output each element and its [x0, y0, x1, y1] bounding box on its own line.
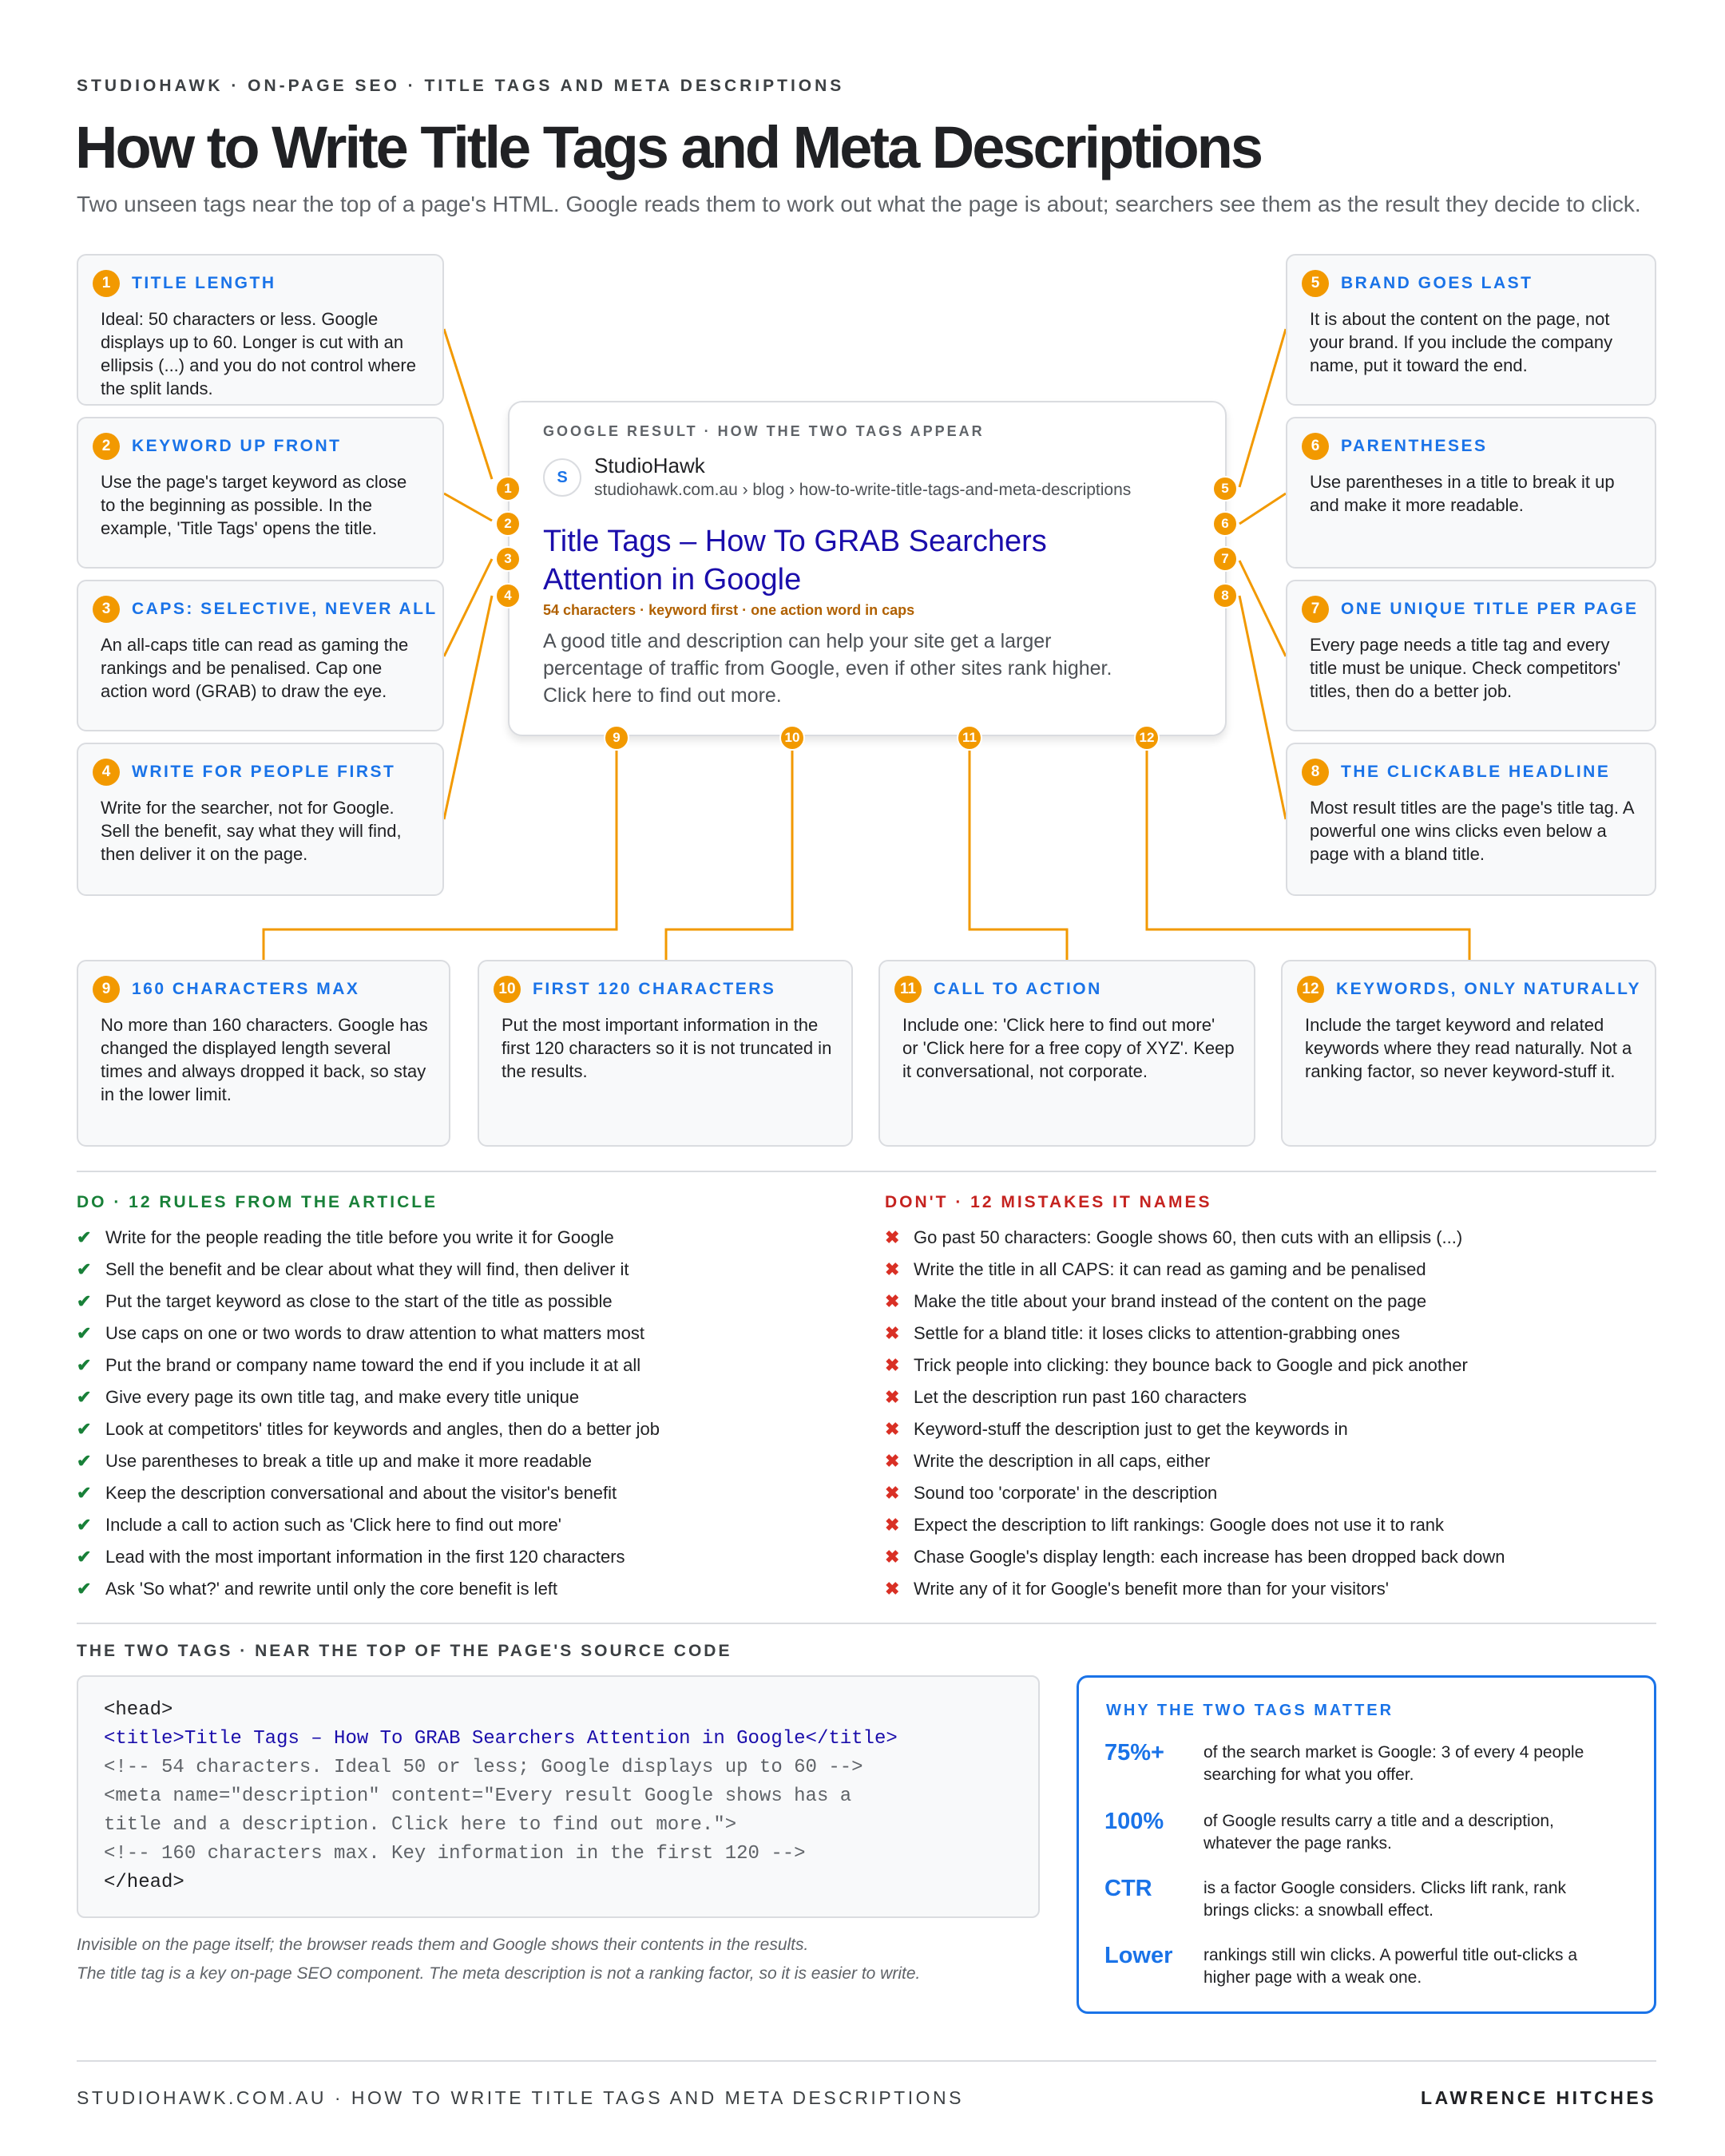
do-heading: DO · 12 RULES FROM THE ARTICLE	[77, 1193, 438, 1211]
card-title: CAPS: SELECTIVE, NEVER ALL	[132, 600, 438, 618]
why-heading: WHY THE TWO TAGS MATTER	[1106, 1702, 1394, 1719]
check-icon: ✔	[77, 1419, 92, 1439]
cross-icon: ✖	[885, 1579, 900, 1599]
do-item	[77, 1349, 660, 1381]
code-line-meta: <meta name="description" content="Every result Google shows has a	[104, 1785, 852, 1807]
dont-item	[885, 1509, 1505, 1541]
dont-item-text: Make the title about your brand instead of the content on the page	[914, 1291, 1427, 1311]
cross-icon: ✖	[885, 1451, 900, 1471]
page-title: How to Write Title Tags and Meta Descriptions	[75, 114, 1262, 180]
card-body: It is about the content on the page, not your brand. If you include the company name, put it toward the end.	[1310, 309, 1613, 375]
code-line: <head>	[104, 1699, 173, 1721]
connector-6	[1239, 493, 1286, 524]
check-icon: ✔	[77, 1259, 92, 1279]
serp-note: 54 characters · keyword first · one action word in caps	[543, 602, 915, 618]
dont-item-text: Settle for a bland title: it loses clicks to attention-grabbing ones	[914, 1323, 1401, 1343]
check-icon: ✔	[77, 1451, 92, 1471]
check-icon: ✔	[77, 1355, 92, 1375]
check-icon: ✔	[77, 1483, 92, 1503]
pin-11: 11	[957, 725, 982, 751]
card-clickable-headline	[1286, 743, 1656, 896]
source-code-block	[77, 1675, 1040, 1918]
dont-item	[885, 1541, 1505, 1573]
stat-value: Lower	[1104, 1943, 1173, 1968]
dont-item	[885, 1477, 1505, 1509]
card-brand-goes-last	[1286, 254, 1656, 406]
check-icon: ✔	[77, 1227, 92, 1247]
card-title: CALL TO ACTION	[934, 980, 1102, 998]
cross-icon: ✖	[885, 1323, 900, 1343]
connector-4	[444, 596, 492, 819]
cross-icon: ✖	[885, 1515, 900, 1535]
card-write-for-people	[77, 743, 444, 896]
do-list	[77, 1222, 660, 1605]
card-number: 2	[93, 433, 120, 460]
do-item-text: Put the brand or company name toward the end if you include it at all	[105, 1355, 641, 1375]
dont-item	[885, 1254, 1505, 1286]
dont-item	[885, 1381, 1505, 1413]
card-body: An all-caps title can read as gaming the rankings and be penalised. Cap one action word (GRAB) to draw the eye.	[101, 635, 409, 701]
dont-item-text: Write the title in all CAPS: it can read as gaming and be penalised	[914, 1259, 1426, 1279]
pin-8: 8	[1212, 583, 1238, 608]
pin-7: 7	[1212, 546, 1238, 572]
card-title: BRAND GOES LAST	[1341, 274, 1533, 292]
cross-icon: ✖	[885, 1355, 900, 1375]
check-icon: ✔	[77, 1515, 92, 1535]
card-title-length	[77, 254, 444, 406]
stat-text: rankings still win clicks. A powerful title out-clicks a higher page with a weak one.	[1204, 1946, 1577, 1987]
cross-icon: ✖	[885, 1419, 900, 1439]
dont-item-text: Sound too 'corporate' in the description	[914, 1483, 1218, 1503]
card-160-characters	[77, 960, 450, 1147]
card-number: 6	[1302, 433, 1329, 460]
cross-icon: ✖	[885, 1227, 900, 1247]
dont-item-text: Write any of it for Google's benefit more than for your visitors'	[914, 1579, 1389, 1599]
connector-11	[970, 751, 1067, 960]
do-item-text: Look at competitors' titles for keywords and angles, then do a better job	[105, 1419, 660, 1439]
dont-item	[885, 1349, 1505, 1381]
do-item-text: Sell the benefit and be clear about what they will find, then deliver it	[105, 1259, 629, 1279]
dont-item	[885, 1445, 1505, 1477]
dont-list	[885, 1222, 1505, 1605]
do-item	[77, 1509, 660, 1541]
do-item	[77, 1541, 660, 1573]
do-item-text: Lead with the most important information in the first 120 characters	[105, 1547, 625, 1567]
cross-icon: ✖	[885, 1259, 900, 1279]
check-icon: ✔	[77, 1291, 92, 1311]
card-number: 4	[93, 759, 120, 786]
pin-12: 12	[1134, 725, 1160, 751]
check-icon: ✔	[77, 1387, 92, 1407]
connector-10	[666, 751, 792, 960]
serp-description: A good title and description can help your site get a larger percentage of traffic from Google, even if other sites rank higher. Click here to find out more.	[543, 630, 1112, 707]
card-number: 10	[494, 976, 521, 1003]
card-unique-title	[1286, 580, 1656, 731]
section-divider	[77, 1171, 1656, 1172]
serp-site-name: StudioHawk	[594, 454, 705, 478]
card-body: Every page needs a title tag and every title must be unique. Check competitors' titles, then do a better job.	[1310, 635, 1621, 701]
pin-2: 2	[495, 511, 521, 537]
card-number: 3	[93, 596, 120, 623]
dont-item-text: Trick people into clicking: they bounce back to Google and pick another	[914, 1355, 1468, 1375]
why-tags-matter-box	[1077, 1675, 1656, 2014]
card-call-to-action	[878, 960, 1255, 1147]
do-item-text: Give every page its own title tag, and make every title unique	[105, 1387, 580, 1407]
section-divider	[77, 1623, 1656, 1624]
cross-icon: ✖	[885, 1387, 900, 1407]
card-title: KEYWORDS, ONLY NATURALLY	[1336, 980, 1642, 998]
dont-item	[885, 1573, 1505, 1605]
do-item	[77, 1222, 660, 1254]
card-title: KEYWORD UP FRONT	[132, 437, 342, 455]
card-caps	[77, 580, 444, 731]
cross-icon: ✖	[885, 1483, 900, 1503]
footer-divider	[77, 2060, 1656, 2062]
dont-item-text: Chase Google's display length: each increase has been dropped back down	[914, 1547, 1505, 1567]
stat-text: of the search market is Google: 3 of every 4 people searching for what you offer.	[1204, 1743, 1584, 1784]
check-icon: ✔	[77, 1323, 92, 1343]
pin-3: 3	[495, 546, 521, 572]
serp-label: GOOGLE RESULT · HOW THE TWO TAGS APPEAR	[543, 423, 985, 439]
do-item-text: Ask 'So what?' and rewrite until only the core benefit is left	[105, 1579, 558, 1599]
code-caption	[77, 1931, 920, 1988]
pin-1: 1	[495, 476, 521, 501]
check-icon: ✔	[77, 1579, 92, 1599]
card-body: Include one: 'Click here to find out more' or 'Click here for a free copy of XYZ'. Keep it conversational, not corporate.	[902, 1015, 1235, 1081]
dont-item-text: Let the description run past 160 characters	[914, 1387, 1247, 1407]
pin-9: 9	[604, 725, 629, 751]
dont-item	[885, 1286, 1505, 1318]
dont-item-text: Expect the description to lift rankings: Google does not use it to rank	[914, 1515, 1445, 1535]
do-item	[77, 1318, 660, 1349]
card-body: Use parentheses in a title to break it up and make it more readable.	[1310, 472, 1615, 515]
do-item-text: Use parentheses to break a title up and make it more readable	[105, 1451, 593, 1471]
card-number: 5	[1302, 270, 1329, 297]
card-title: ONE UNIQUE TITLE PER PAGE	[1341, 600, 1639, 618]
code-line-title: <title>Title Tags – How To GRAB Searchers Attention in Google</title>	[104, 1728, 898, 1750]
connector-5	[1239, 329, 1286, 487]
cross-icon: ✖	[885, 1547, 900, 1567]
do-item-text: Keep the description conversational and about the visitor's benefit	[105, 1483, 617, 1503]
eyebrow: STUDIOHAWK · ON-PAGE SEO · TITLE TAGS AND META DESCRIPTIONS	[77, 77, 845, 95]
do-item-text: Include a call to action such as 'Click here to find out more'	[105, 1515, 561, 1535]
card-title: PARENTHESES	[1341, 437, 1488, 455]
connector-2	[444, 493, 492, 521]
pin-4: 4	[495, 583, 521, 608]
card-body: Ideal: 50 characters or less. Google displays up to 60. Longer is cut with an ellipsis (...) and you do not control where the split lands.	[101, 309, 416, 398]
footer-author: LAWRENCE HITCHES	[1421, 2087, 1656, 2108]
stat-text: is a factor Google considers. Clicks lift rank, rank brings clicks: a snowball effect.	[1204, 1879, 1567, 1920]
serp-url: studiohawk.com.au › blog › how-to-write-title-tags-and-meta-descriptions	[594, 481, 1132, 499]
site-favicon-icon: S	[543, 458, 581, 497]
do-item-text: Write for the people reading the title before you write it for Google	[105, 1227, 614, 1247]
do-item	[77, 1445, 660, 1477]
card-number: 1	[93, 270, 120, 297]
card-first-120	[478, 960, 853, 1147]
stat-text: of Google results carry a title and a description, whatever the page ranks.	[1204, 1812, 1554, 1853]
card-body: No more than 160 characters. Google has changed the displayed length several times and always dropped it back, so stay in the lower limit.	[101, 1015, 428, 1104]
card-keywords-naturally	[1281, 960, 1656, 1147]
pin-5: 5	[1212, 476, 1238, 501]
code-line-meta-cont: title and a description. Click here to find out more.">	[104, 1814, 737, 1836]
card-number: 12	[1297, 976, 1324, 1003]
do-item	[77, 1477, 660, 1509]
card-body: Most result titles are the page's title tag. A powerful one wins clicks even below a page with a bland title.	[1310, 798, 1634, 864]
card-title: WRITE FOR PEOPLE FIRST	[132, 763, 396, 781]
card-number: 7	[1302, 596, 1329, 623]
connector-8	[1239, 596, 1286, 819]
code-line-comment: <!-- 160 characters max. Key information in the first 120 -->	[104, 1843, 806, 1865]
card-title: TITLE LENGTH	[132, 274, 276, 292]
dont-item-text: Go past 50 characters: Google shows 60, then cuts with an ellipsis (...)	[914, 1227, 1463, 1247]
do-item-text: Put the target keyword as close to the start of the title as possible	[105, 1291, 613, 1311]
two-tags-heading: THE TWO TAGS · NEAR THE TOP OF THE PAGE'S SOURCE CODE	[77, 1642, 732, 1660]
do-item	[77, 1413, 660, 1445]
footer-source: STUDIOHAWK.COM.AU · HOW TO WRITE TITLE TAGS AND META DESCRIPTIONS	[77, 2087, 964, 2108]
stat-value: 100%	[1104, 1809, 1164, 1834]
pin-10: 10	[779, 725, 805, 751]
code-line: </head>	[104, 1872, 184, 1893]
cross-icon: ✖	[885, 1291, 900, 1311]
dont-item-text: Write the description in all caps, either	[914, 1451, 1211, 1471]
card-title: 160 CHARACTERS MAX	[132, 980, 360, 998]
card-number: 9	[93, 976, 120, 1003]
stat-value: CTR	[1104, 1876, 1152, 1901]
serp-title-link[interactable]: Title Tags – How To GRAB Searchers Attention in Google	[543, 525, 1047, 596]
card-parentheses	[1286, 417, 1656, 569]
card-body: Use the page's target keyword as close to the beginning as possible. In the example, 'Title Tags' opens the title.	[101, 472, 407, 538]
do-item	[77, 1573, 660, 1605]
card-body: Put the most important information in the first 120 characters so it is not truncated in the results.	[502, 1015, 832, 1081]
connector-3	[444, 559, 492, 656]
dont-heading: DON'T · 12 MISTAKES IT NAMES	[885, 1193, 1212, 1211]
code-line-comment: <!-- 54 characters. Ideal 50 or less; Google displays up to 60 -->	[104, 1757, 863, 1778]
do-item-text: Use caps on one or two words to draw attention to what matters most	[105, 1323, 644, 1343]
page-subtitle: Two unseen tags near the top of a page's HTML. Google reads them to work out what the page is about; searchers see them as the result they decide to click.	[77, 192, 1641, 216]
dont-item	[885, 1318, 1505, 1349]
pin-6: 6	[1212, 511, 1238, 537]
stat-value: 75%+	[1104, 1740, 1164, 1766]
card-number: 8	[1302, 759, 1329, 786]
do-item	[77, 1254, 660, 1286]
dont-item-text: Keyword-stuff the description just to get the keywords in	[914, 1419, 1348, 1439]
caption-line: Invisible on the page itself; the browser reads them and Google shows their contents in the results.	[77, 1936, 809, 1954]
google-result-preview	[508, 401, 1227, 736]
card-body: Include the target keyword and related keywords where they read naturally. Not a ranking factor, so never keyword-stuff it.	[1305, 1015, 1632, 1081]
check-icon: ✔	[77, 1547, 92, 1567]
dont-item	[885, 1413, 1505, 1445]
do-item	[77, 1286, 660, 1318]
card-title: THE CLICKABLE HEADLINE	[1341, 763, 1611, 781]
dont-item	[885, 1222, 1505, 1254]
card-title: FIRST 120 CHARACTERS	[533, 980, 776, 998]
connector-7	[1239, 561, 1286, 656]
card-number: 11	[894, 976, 922, 1003]
do-item	[77, 1381, 660, 1413]
caption-line: The title tag is a key on-page SEO component. The meta description is not a ranking factor, so it is easier to write.	[77, 1964, 921, 1983]
card-keyword-up-front	[77, 417, 444, 569]
connector-1	[444, 329, 492, 479]
card-body: Write for the searcher, not for Google. Sell the benefit, say what they will find, then deliver it on the page.	[101, 798, 402, 864]
